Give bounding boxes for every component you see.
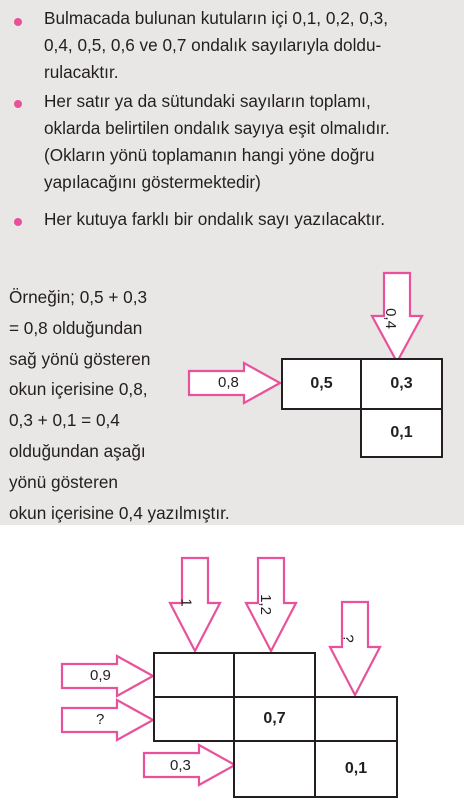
rule-1 xyxy=(44,5,388,86)
example-arrow-down-label: 0,4 xyxy=(381,308,399,329)
example-line: Örneğin; 0,5 + 0,3 xyxy=(9,287,148,307)
example-cell: 0,3 xyxy=(360,358,443,410)
rule-line: Her satır ya da sütundaki sayıların toplamı, xyxy=(44,91,371,111)
rule-line: Bulmacada bulunan kutuların içi 0,1, 0,2, 0,3, xyxy=(44,8,388,28)
arrow-down-icon xyxy=(329,601,381,697)
puzzle-cell[interactable] xyxy=(153,696,235,742)
column-arrow-label: 1,2 xyxy=(256,594,274,615)
puzzle-cell[interactable] xyxy=(233,652,316,698)
example-line: yönü gösteren xyxy=(9,471,118,492)
puzzle-cell: 0,7 xyxy=(233,696,316,742)
puzzle-cell: 0,1 xyxy=(314,740,398,798)
arrow-right-icon xyxy=(61,699,155,741)
rule-line: oklarda belirtilen ondalık sayıya eşit olmalıdır. xyxy=(44,118,390,138)
bullet-icon xyxy=(14,100,22,108)
column-arrow-label: 1 xyxy=(177,598,195,607)
puzzle-cell[interactable] xyxy=(153,652,235,698)
rule-2 xyxy=(44,88,390,196)
example-line: okun içerisine 0,8, xyxy=(9,379,148,400)
rule-line: rulacaktır. xyxy=(44,62,119,82)
example-line: okun içerisine 0,4 yazılmıştır. xyxy=(9,502,230,523)
bullet-icon xyxy=(14,218,22,226)
puzzle-cell[interactable] xyxy=(233,740,316,798)
example-line: = 0,8 olduğundan xyxy=(9,317,143,338)
rule-line: 0,4, 0,5, 0,6 ve 0,7 ondalık sayılarıyla doldu- xyxy=(44,35,382,55)
row-arrow-label: 0,3 xyxy=(170,757,191,774)
example-line: olduğundan aşağı xyxy=(9,440,146,461)
column-arrow-label: ? xyxy=(339,634,357,643)
rule-line: (Okların yönü toplamanın hangi yöne doğru xyxy=(44,145,375,165)
example-arrow-right-label: 0,8 xyxy=(218,374,239,391)
example-cell: 0,1 xyxy=(360,408,443,458)
example-cell: 0,5 xyxy=(281,358,362,410)
rule-line: Her kutuya farklı bir ondalık sayı yazılacaktır. xyxy=(44,209,386,229)
example-explanation xyxy=(9,282,230,528)
rule-3 xyxy=(44,206,385,233)
bullet-icon xyxy=(14,18,22,26)
example-line: sağ yönü gösteren xyxy=(9,348,151,369)
example-line: 0,3 + 0,1 = 0,4 xyxy=(9,410,120,431)
rule-line: yapılacağını göstermektedir) xyxy=(44,172,261,192)
row-arrow-label: 0,9 xyxy=(90,667,111,684)
row-arrow-label: ? xyxy=(96,711,105,728)
puzzle-cell[interactable] xyxy=(314,696,398,742)
